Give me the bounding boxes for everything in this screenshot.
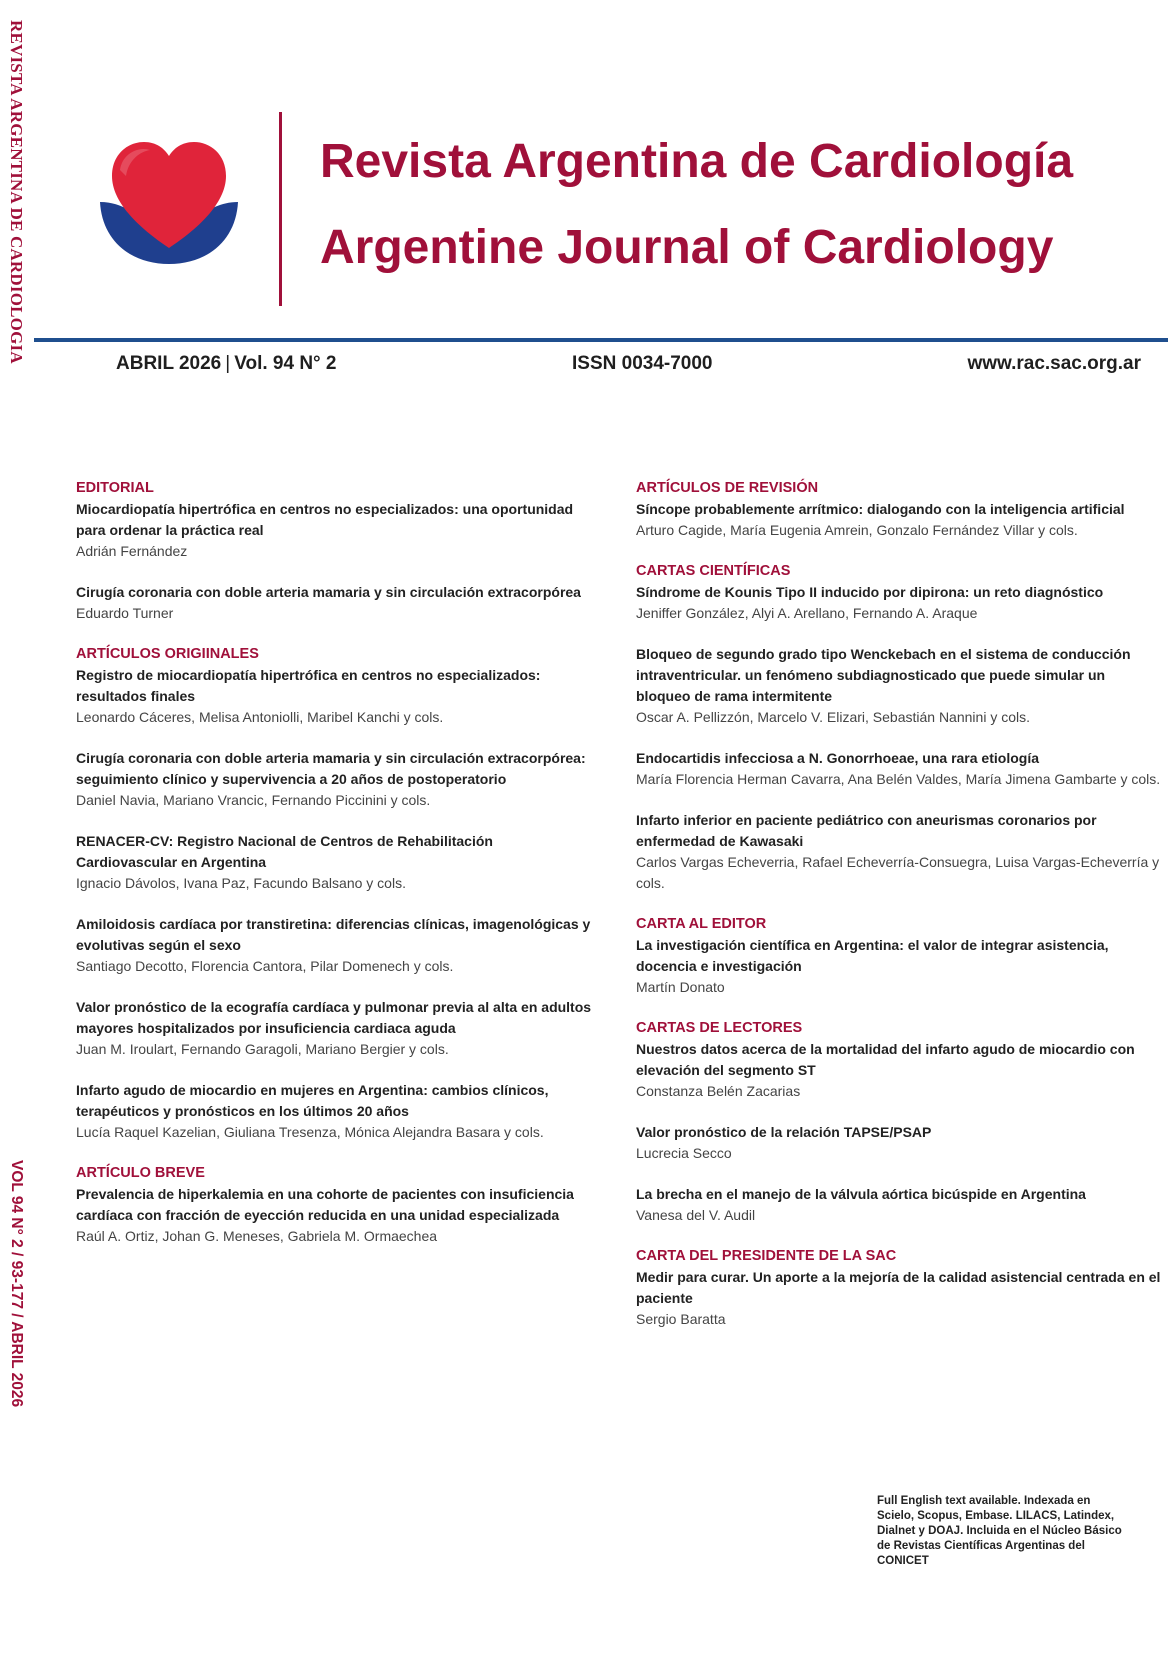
article-authors: María Florencia Herman Cavarra, Ana Belén Valdes, María Jimena Gambarte y cols. [636, 771, 1161, 787]
article-authors: Ignacio Dávolos, Ivana Paz, Facundo Balsano y cols. [76, 875, 406, 891]
article-title: Amiloidosis cardíaca por transtiretina: diferencias clínicas, imagenológicas y evolutivas según el sexo [76, 916, 591, 953]
section-title: CARTAS CIENTÍFICAS [636, 563, 791, 579]
contents-section [636, 914, 1161, 998]
article-title: Nuestros datos acerca de la mortalidad del infarto agudo de miocardio con elevación del segmento ST [636, 1041, 1135, 1078]
issn: ISSN 0034-7000 [572, 353, 713, 374]
issue-info [116, 353, 337, 375]
article-entry[interactable] [636, 582, 1161, 624]
article-authors: Constanza Belén Zacarias [636, 1083, 801, 1099]
contents-section [76, 478, 596, 624]
article-entry[interactable] [76, 582, 596, 624]
article-entry[interactable] [76, 914, 596, 977]
journal-title-english: Argentine Journal of Cardiology [320, 221, 1054, 274]
article-entry[interactable] [636, 499, 1161, 541]
article-entry[interactable] [636, 935, 1161, 998]
article-entry[interactable] [636, 1267, 1161, 1330]
article-entry[interactable] [636, 1039, 1161, 1102]
article-entry[interactable] [76, 499, 596, 562]
article-authors: Vanesa del V. Audil [636, 1207, 756, 1223]
article-title: Infarto inferior en paciente pediátrico con aneurismas coronarios por enfermedad de Kawasaki [636, 812, 1097, 849]
contents-section [636, 478, 1161, 541]
article-title: RENACER-CV: Registro Nacional de Centros de Rehabilitación Cardiovascular en Argentina [76, 833, 493, 870]
article-title: La brecha en el manejo de la válvula aórtica bicúspide en Argentina [636, 1186, 1086, 1202]
article-entry[interactable] [76, 748, 596, 811]
contents-section [636, 561, 1161, 894]
section-title: ARTÍCULO BREVE [76, 1165, 205, 1181]
header-rule [34, 338, 1168, 342]
spine-issue-info-text: VOL 94 N° 2 / 93-177 / ABRIL 2026 [8, 1160, 25, 1408]
website-link[interactable]: www.rac.sac.org.ar [967, 353, 1141, 374]
section-title: EDITORIAL [76, 480, 154, 496]
section-title: CARTA AL EDITOR [636, 916, 767, 932]
article-entry[interactable] [636, 748, 1161, 790]
article-authors: Lucrecia Secco [636, 1145, 732, 1161]
article-title: Medir para curar. Un aporte a la mejoría de la calidad asistencial centrada en el paciente [636, 1269, 1161, 1306]
article-title: Prevalencia de hiperkalemia en una cohorte de pacientes con insuficiencia cardíaca con fracción de eyección reducida en una unidad especializada [76, 1186, 574, 1223]
issue-date: ABRIL 2026 [116, 353, 222, 374]
heart-hands-logo [98, 140, 240, 270]
article-title: Cirugía coronaria con doble arteria mamaria y sin circulación extracorpórea [76, 584, 581, 600]
article-title: Bloqueo de segundo grado tipo Wenckebach en el sistema de conducción intraventricular. un fenómeno subdiagnosticado que puede simular un bloqueo de rama intermitente [636, 646, 1131, 704]
article-title: Síndrome de Kounis Tipo II inducido por dipirona: un reto diagnóstico [636, 584, 1104, 600]
article-entry[interactable] [636, 1184, 1161, 1226]
article-authors: Raúl A. Ortiz, Johan G. Meneses, Gabriela M. Ormaechea [76, 1228, 438, 1244]
section-title: CARTA DEL PRESIDENTE DE LA SAC [636, 1248, 897, 1264]
title-divider [279, 112, 282, 306]
article-title: Valor pronóstico de la ecografía cardíaca y pulmonar previa al alta en adultos mayores hospitalizados por insuficiencia cardiaca aguda [76, 999, 592, 1036]
contents-section [636, 1018, 1161, 1226]
article-authors: Santiago Decotto, Florencia Cantora, Pilar Domenech y cols. [76, 958, 454, 974]
article-authors: Lucía Raquel Kazelian, Giuliana Tresenza, Mónica Alejandra Basara y cols. [76, 1124, 544, 1140]
contents-section [76, 644, 596, 1143]
article-title: Valor pronóstico de la relación TAPSE/PSAP [636, 1124, 932, 1140]
issue-volume: Vol. 94 N° 2 [234, 353, 337, 374]
article-title: Miocardiopatía hipertrófica en centros no especializados: una oportunidad para ordenar la práctica real [76, 501, 574, 538]
section-title: ARTÍCULOS ORIGIINALES [76, 646, 259, 662]
article-authors: Daniel Navia, Mariano Vrancic, Fernando Piccinini y cols. [76, 792, 431, 808]
article-authors: Leonardo Cáceres, Melisa Antoniolli, Maribel Kanchi y cols. [76, 709, 444, 725]
spine-journal-name [0, 20, 32, 364]
article-entry[interactable] [636, 644, 1161, 728]
article-title: Registro de miocardiopatía hipertrófica en centros no especializados: resultados finales [76, 667, 541, 704]
article-authors: Sergio Baratta [636, 1311, 726, 1327]
article-authors: Jeniffer González, Alyi A. Arellano, Fernando A. Araque [636, 605, 978, 621]
article-entry[interactable] [636, 810, 1161, 894]
article-authors: Carlos Vargas Echeverria, Rafael Echeverría-Consuegra, Luisa Vargas-Echeverría y cols. [636, 854, 1160, 891]
article-entry[interactable] [76, 1080, 596, 1143]
article-entry[interactable] [76, 1184, 596, 1247]
contents-right-column [636, 478, 1161, 1350]
article-title: Cirugía coronaria con doble arteria mamaria y sin circulación extracorpórea: seguimiento clínico y supervivencia a 20 años de postoperatorio [76, 750, 586, 787]
article-authors: Arturo Cagide, María Eugenia Amrein, Gonzalo Fernández Villar y cols. [636, 522, 1078, 538]
article-authors: Adrián Fernández [76, 543, 188, 559]
article-authors: Oscar A. Pellizzón, Marcelo V. Elizari, Sebastián Nannini y cols. [636, 709, 1030, 725]
article-title: Endocartidis infecciosa a N. Gonorrhoeae, una rara etiología [636, 750, 1039, 766]
contents-section [636, 1246, 1161, 1330]
article-title: La investigación científica en Argentina: el valor de integrar asistencia, docencia e investigación [636, 937, 1109, 974]
article-authors: Martín Donato [636, 979, 725, 995]
article-entry[interactable] [76, 831, 596, 894]
article-title: Síncope probablemente arrítmico: dialogando con la inteligencia artificial [636, 501, 1125, 517]
article-entry[interactable] [76, 665, 596, 728]
section-title: ARTÍCULOS DE REVISIÓN [636, 480, 819, 496]
spine-journal-name-text: REVISTA ARGENTINA DE CARDIOLOGIA [7, 20, 26, 364]
contents-section [76, 1163, 596, 1247]
article-entry[interactable] [76, 997, 596, 1060]
section-title: CARTAS DE LECTORES [636, 1020, 803, 1036]
article-authors: Juan M. Iroulart, Fernando Garagoli, Mariano Bergier y cols. [76, 1041, 449, 1057]
spine-issue-info [0, 1160, 32, 1440]
article-entry[interactable] [636, 1122, 1161, 1164]
journal-title-spanish: Revista Argentina de Cardiología [320, 135, 1074, 188]
contents-left-column [76, 478, 596, 1267]
indexing-footnote: Full English text available. Indexada en Scielo, Scopus, Embase. LILACS, Latindex, Dialnet y DOAJ. Incluida en el Núcleo Básico de Revistas Científicas Argentinas del CONICET [877, 1495, 1122, 1567]
article-title: Infarto agudo de miocardio en mujeres en Argentina: cambios clínicos, terapéuticos y pronósticos en los últimos 20 años [76, 1082, 549, 1119]
issue-separator: | [225, 353, 231, 374]
article-authors: Eduardo Turner [76, 605, 174, 621]
